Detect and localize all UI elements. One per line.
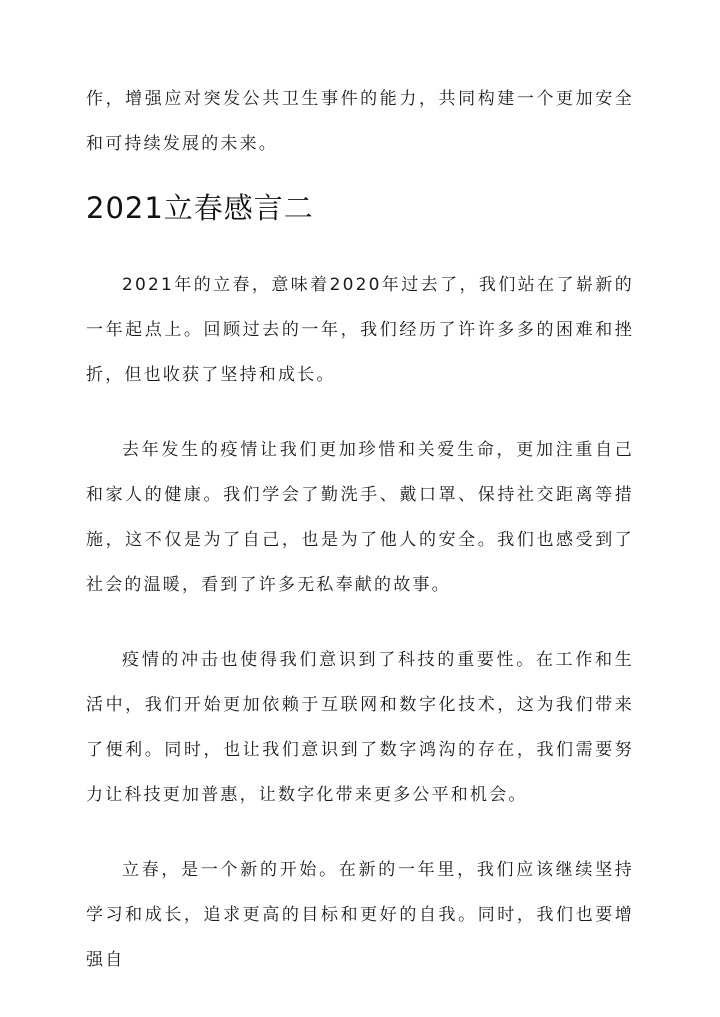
- body-paragraph-1: 2021年的立春，意味着2020年过去了，我们站在了崭新的一年起点上。回顾过去的一年，我们经历了许许多多的困难和挫折，但也收获了坚持和成长。: [86, 275, 634, 385]
- section-body: [86, 263, 634, 983]
- continuation-paragraph: 作，增强应对突发公共卫生事件的能力，共同构建一个更加安全和可持续发展的未来。: [86, 89, 634, 154]
- body-paragraph-4: 立春，是一个新的开始。在新的一年里，我们应该继续坚持学习和成长，追求更高的目标和更好的自我。同时，我们也要增强自: [86, 860, 634, 970]
- previous-section-continuation: [86, 77, 634, 167]
- section-title: 2021立春感言二: [86, 191, 314, 225]
- body-paragraph-2: 去年发生的疫情让我们更加珍惜和关爱生命，更加注重自己和家人的健康。我们学会了勤洗手、戴口罩、保持社交距离等措施，这不仅是为了自己，也是为了他人的安全。我们也感受到了社会的温暖，看到了许多无私奉献的故事。: [86, 440, 634, 595]
- body-paragraph-3: 疫情的冲击也使得我们意识到了科技的重要性。在工作和生活中，我们开始更加依赖于互联网和数字化技术，这为我们带来了便利。同时，也让我们意识到了数字鸿沟的存在，我们需要努力让科技更加普惠，让数字化带来更多公平和机会。: [86, 650, 634, 805]
